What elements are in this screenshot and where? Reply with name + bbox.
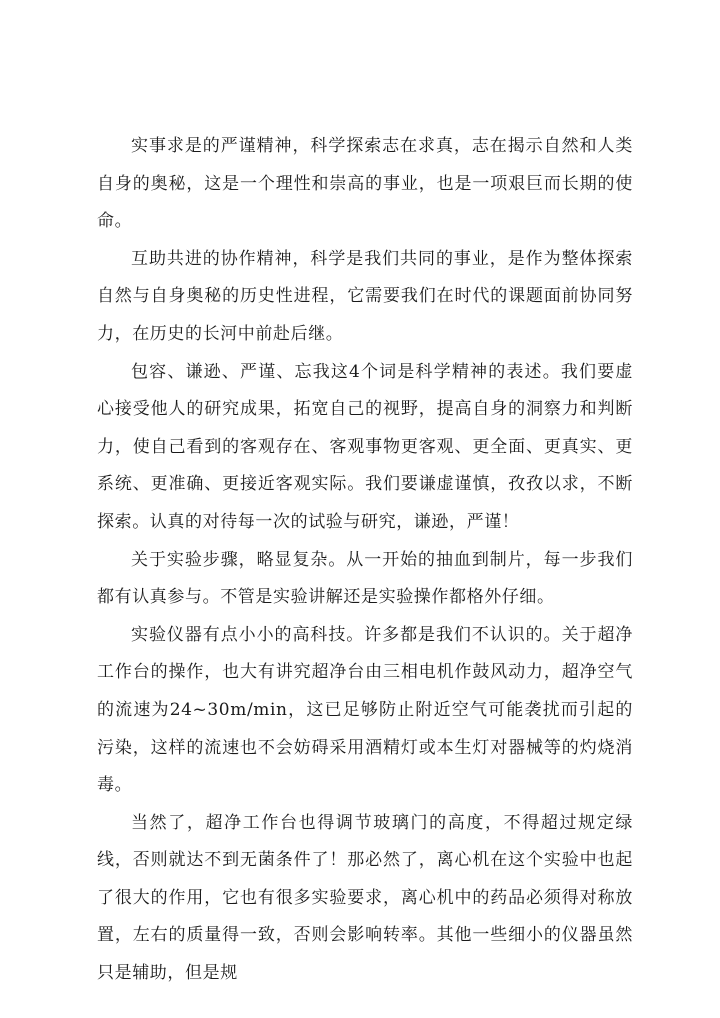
paragraph-four-words: 包容、谦逊、严谨、忘我这4个词是科学精神的表述。我们要虚心接受他人的研究成果，拓宽自己的视野，提高自身的洞察力和判断力，使自己看到的客观存在、客观事物更客观、更全面、更真实、更系统、更准确、更接近客观实际。我们要谦虚谨慎，孜孜以求，不断探索。认真的对待每一次的试验与研究，谦逊，严谨！ [97,361,633,532]
paragraph-cooperation: 互助共进的协作精神，科学是我们共同的事业，是作为整体探索自然与自身奥秘的历史性进程，它需要我们在时代的课题面前协同努力，在历史的长河中前赴后继。 [97,248,633,344]
document-body [97,128,633,993]
paragraph-centrifuge: 当然了，超净工作台也得调节玻璃门的高度，不得超过规定绿线，否则就达不到无菌条件了！那必然了，离心机在这个实验中也起了很大的作用，它也有很多实验要求，离心机中的药品必须得对称放置，左右的质量得一致，否则会影响转率。其他一些细小的仪器虽然只是辅助，但是规 [97,812,633,984]
paragraph-experiment-steps: 关于实验步骤，略显复杂。从一开始的抽血到制片，每一步我们都有认真参与。不管是实验讲解还是实验操作都格外仔细。 [97,549,633,608]
paragraph-scientific-rigor: 实事求是的严谨精神，科学探索志在求真，志在揭示自然和人类自身的奥秘，这是一个理性和崇高的事业，也是一项艰巨而长期的使命。 [97,136,633,232]
paragraph-instruments: 实验仪器有点小小的高科技。许多都是我们不认识的。关于超净工作台的操作，也大有讲究超净台由三相电机作鼓风动力，超净空气的流速为24~30m/min，这已足够防止附近空气可能袭扰而引起的污染，这样的流速也不会妨碍采用酒精灯或本生灯对器械等的灼烧消毒。 [97,624,633,796]
